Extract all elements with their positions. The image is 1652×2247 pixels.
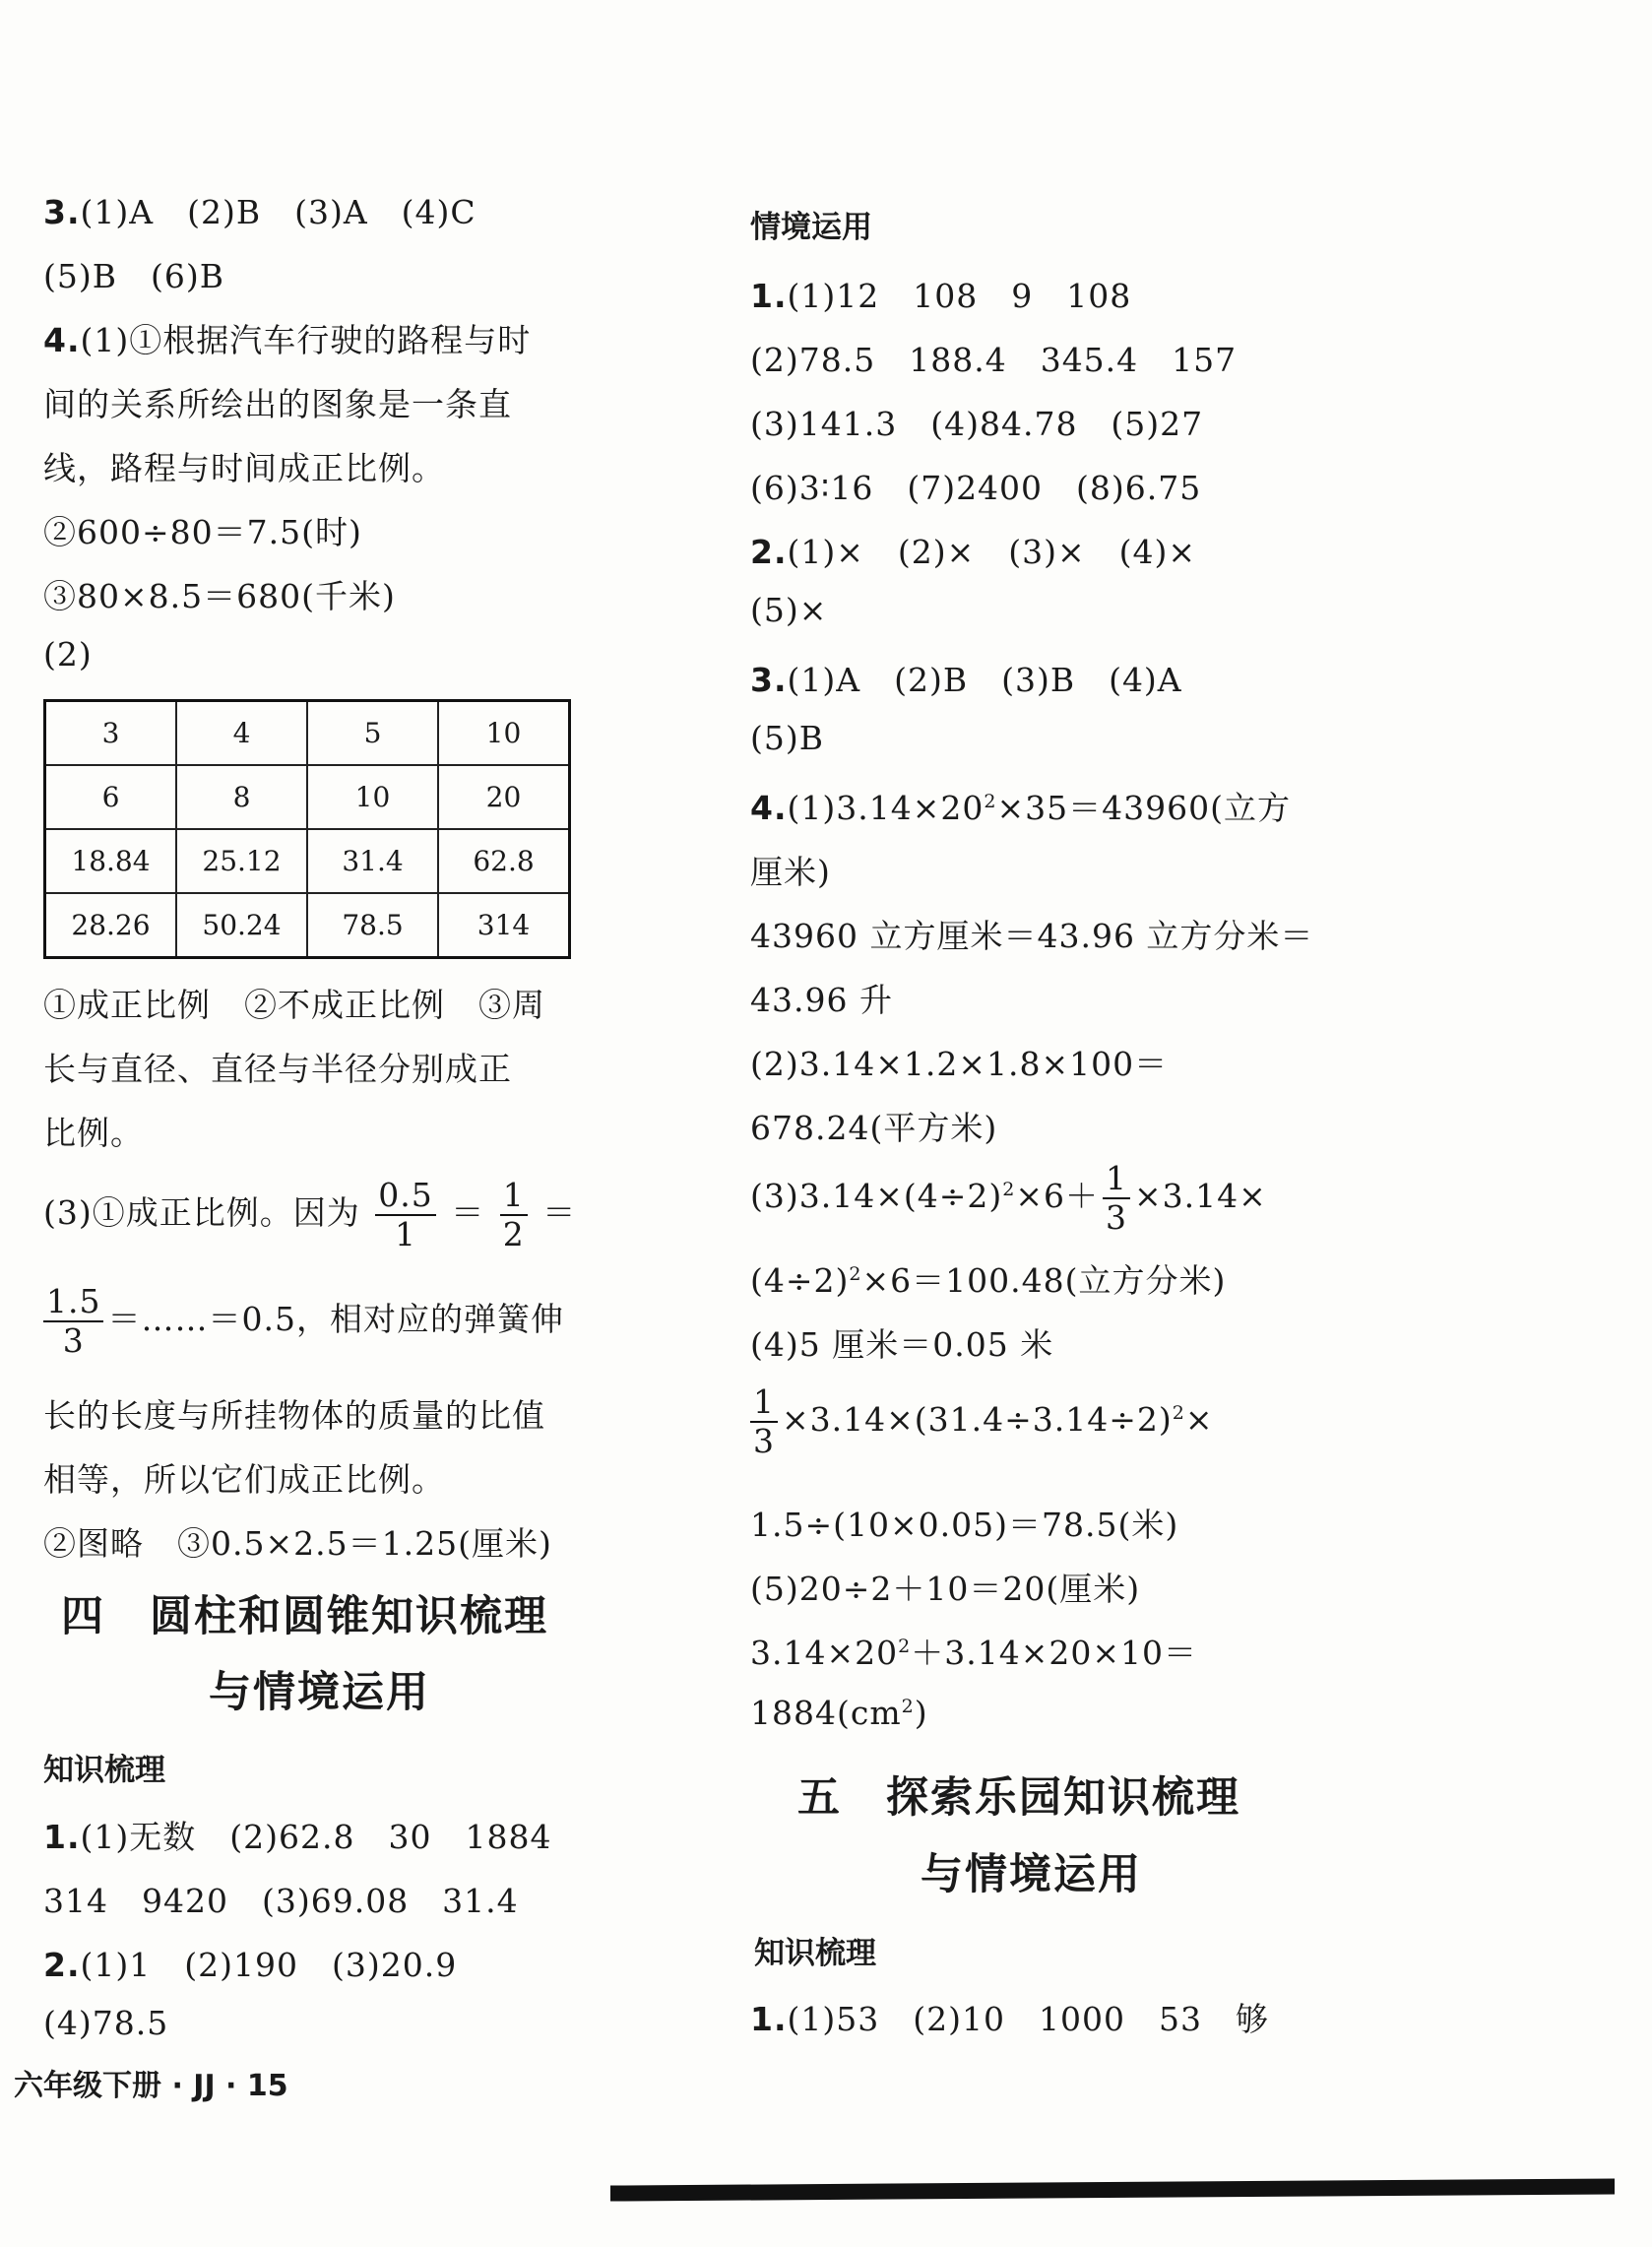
table-row [45, 701, 570, 766]
table-cell: 50.24 [176, 893, 307, 958]
q4-text-6: (2) [43, 635, 93, 674]
q4-3-line2 [39, 1283, 564, 1360]
answer-table [43, 699, 571, 959]
q4-3-line5: ②图略 ③0.5×2.5＝1.25(厘米) [43, 1524, 552, 1563]
table-cell: 3 [45, 701, 177, 766]
table-cell: 78.5 [307, 893, 438, 958]
superscript: 2 [984, 791, 997, 812]
table-cell: 20 [438, 765, 570, 829]
c4-text-7b: ×6＋ [1015, 1176, 1100, 1215]
frac-den: 1 [394, 1214, 416, 1253]
page-footer: 六年级下册 · JJ · 15 [14, 2069, 288, 2103]
k1-line1 [43, 1812, 551, 1858]
c4-text-11: 1.5÷(10×0.05)＝78.5(米) [750, 1506, 1179, 1544]
knowledge-review-heading: 知识梳理 [43, 1753, 165, 1788]
superscript: 2 [901, 1696, 915, 1717]
c1-line1 [750, 271, 1131, 317]
knowledge-review-heading-2: 知识梳理 [754, 1936, 876, 1971]
table-row [45, 765, 570, 829]
c4-text-8b: ×6＝100.48(立方分米) [861, 1261, 1227, 1300]
c4-text-10a: ×3.14×(31.4÷3.14÷2) [782, 1399, 1173, 1439]
c4-text-6: 678.24(平方米) [750, 1109, 998, 1147]
fraction-1-over-3 [750, 1383, 778, 1460]
c1-number: 1. [750, 277, 788, 315]
frac-den: 2 [502, 1214, 525, 1253]
table-cell: 8 [176, 765, 307, 829]
c1-text-1: (1)12 108 9 108 [787, 277, 1132, 315]
c4-line8 [750, 1255, 1226, 1302]
frac-den: 3 [753, 1421, 775, 1460]
table-conclusion-1: ①成正比例 ②不成正比例 ③周 [43, 986, 545, 1024]
c4-text-3: 43960 立方厘米＝43.96 立方分米＝ [750, 917, 1314, 955]
q4-text-1: (1)①根据汽车行驶的路程与时 [80, 321, 532, 359]
table-row [45, 893, 570, 958]
c4-number: 4. [750, 789, 788, 827]
fraction-0.5-over-1 [375, 1177, 435, 1253]
c4-text-13b: ＋3.14×20×10＝ [911, 1634, 1197, 1672]
section-5-title: 五 探索乐园知识梳理 [797, 1773, 1240, 1823]
c4-line10 [746, 1383, 1214, 1460]
c4-text-10b: × [1184, 1399, 1214, 1439]
q4-3-line4: 相等，所以它们成正比例。 [43, 1460, 445, 1499]
q4-number: 4. [43, 321, 81, 359]
frac-num: 1 [750, 1383, 778, 1423]
q4-3-cont: ＝……＝0.5，相对应的弹簧伸 [107, 1299, 564, 1338]
k1-number: 1. [43, 1818, 81, 1856]
q3-number: 3. [43, 193, 81, 231]
table-conclusion-2: 长与直径、直径与半径分别成正 [43, 1050, 512, 1088]
c3-number: 3. [750, 661, 788, 699]
table-row [45, 829, 570, 893]
section-4-title: 四 圆柱和圆锥知识梳理 [61, 1592, 548, 1641]
c1-text-4: (6)3∶16 (7)2400 (8)6.75 [750, 469, 1202, 507]
k1-text-1: (1)无数 (2)62.8 30 1884 [80, 1818, 552, 1856]
c4-text-7c: ×3.14× [1134, 1176, 1267, 1215]
c4-line13 [750, 1628, 1197, 1674]
c4-text-12: (5)20÷2＋10＝20(厘米) [750, 1570, 1141, 1608]
frac-num: 1 [500, 1177, 528, 1216]
table-cell: 4 [176, 701, 307, 766]
c4-line14 [750, 1694, 928, 1732]
fraction-1.5-over-3 [43, 1283, 103, 1360]
scan-edge-bar [610, 2178, 1615, 2201]
q4-text-5: ③80×8.5＝680(千米) [43, 577, 396, 615]
table-cell: 31.4 [307, 829, 438, 893]
c2-number: 2. [750, 533, 788, 571]
superscript: 2 [898, 1636, 912, 1657]
k5-1-line1 [750, 1994, 1269, 2040]
k2-line1 [43, 1940, 457, 1986]
c4-text-14a: 1884(cm [750, 1694, 902, 1732]
k5-1-text-1: (1)53 (2)10 1000 53 够 [787, 2000, 1269, 2038]
q3-answers-2: (5)B (6)B [43, 257, 224, 295]
table-cell: 28.26 [45, 893, 177, 958]
k2-text-2: (4)78.5 [43, 2004, 169, 2042]
c4-text-2: 厘米) [750, 853, 831, 891]
superscript: 2 [849, 1263, 862, 1285]
frac-den: 3 [1106, 1197, 1128, 1237]
c4-text-7a: (3)3.14×(4÷2) [750, 1176, 1003, 1215]
c2-text-2: (5)× [750, 591, 828, 629]
q4-3-prefix: (3)①成正比例。因为 [43, 1192, 360, 1232]
table-conclusion-3: 比例。 [43, 1114, 144, 1152]
q3-line1 [43, 187, 477, 233]
k2-number: 2. [43, 1946, 81, 1984]
c4-text-1a: (1)3.14×20 [787, 789, 985, 827]
c4-text-13a: 3.14×20 [750, 1634, 899, 1672]
superscript: 2 [1002, 1178, 1016, 1200]
q4-text-3: 线，路程与时间成正比例。 [43, 449, 445, 487]
table-cell: 18.84 [45, 829, 177, 893]
c4-text-14b: ) [914, 1694, 928, 1732]
c1-text-3: (3)141.3 (4)84.78 (5)27 [750, 405, 1204, 443]
table-cell: 5 [307, 701, 438, 766]
c2-text-1: (1)× (2)× (3)× (4)× [787, 533, 1197, 571]
equals-sign: ＝ [451, 1192, 485, 1232]
frac-den: 3 [62, 1320, 85, 1360]
equals-sign: ＝ [542, 1192, 577, 1232]
context-application-heading: 情境运用 [750, 210, 872, 245]
c4-text-4: 43.96 升 [750, 981, 893, 1019]
c3-text-1: (1)A (2)B (3)B (4)A [787, 661, 1182, 699]
table-cell: 25.12 [176, 829, 307, 893]
c4-text-8a: (4÷2) [750, 1261, 850, 1300]
table-cell: 62.8 [438, 829, 570, 893]
k5-1-number: 1. [750, 2000, 788, 2038]
c1-text-2: (2)78.5 188.4 345.4 157 [750, 341, 1238, 379]
section-4-title-line2: 与情境运用 [209, 1668, 430, 1717]
c2-line1 [750, 527, 1196, 573]
frac-num: 1.5 [43, 1283, 103, 1322]
table-cell: 10 [438, 701, 570, 766]
q4-text-4: ②600÷80＝7.5(时) [43, 513, 362, 551]
c4-text-5: (2)3.14×1.2×1.8×100＝ [750, 1045, 1169, 1083]
fraction-1-over-2 [500, 1177, 528, 1253]
superscript: 2 [1172, 1401, 1185, 1424]
c4-line7 [750, 1160, 1267, 1237]
k2-text-1: (1)1 (2)190 (3)20.9 [80, 1946, 458, 1984]
c3-line1 [750, 655, 1182, 701]
q4-3-line3: 长的长度与所挂物体的质量的比值 [43, 1396, 545, 1435]
frac-num: 1 [1103, 1160, 1130, 1199]
section-5-title-line2: 与情境运用 [921, 1850, 1142, 1899]
q4-line1 [43, 315, 531, 361]
table-cell: 6 [45, 765, 177, 829]
table-cell: 10 [307, 765, 438, 829]
q4-text-2: 间的关系所绘出的图象是一条直 [43, 385, 512, 423]
c4-text-9: (4)5 厘米＝0.05 米 [750, 1325, 1054, 1364]
c4-text-1b: ×35＝43960(立方 [996, 789, 1291, 827]
frac-num: 0.5 [375, 1177, 435, 1216]
q4-3-line1 [43, 1177, 576, 1253]
q3-answers-1: (1)A (2)B (3)A (4)C [80, 193, 477, 231]
fraction-1-over-3 [1103, 1160, 1130, 1237]
c3-text-2: (5)B [750, 719, 824, 757]
table-cell: 314 [438, 893, 570, 958]
k1-text-2: 314 9420 (3)69.08 31.4 [43, 1882, 519, 1920]
c4-line1 [750, 783, 1291, 829]
